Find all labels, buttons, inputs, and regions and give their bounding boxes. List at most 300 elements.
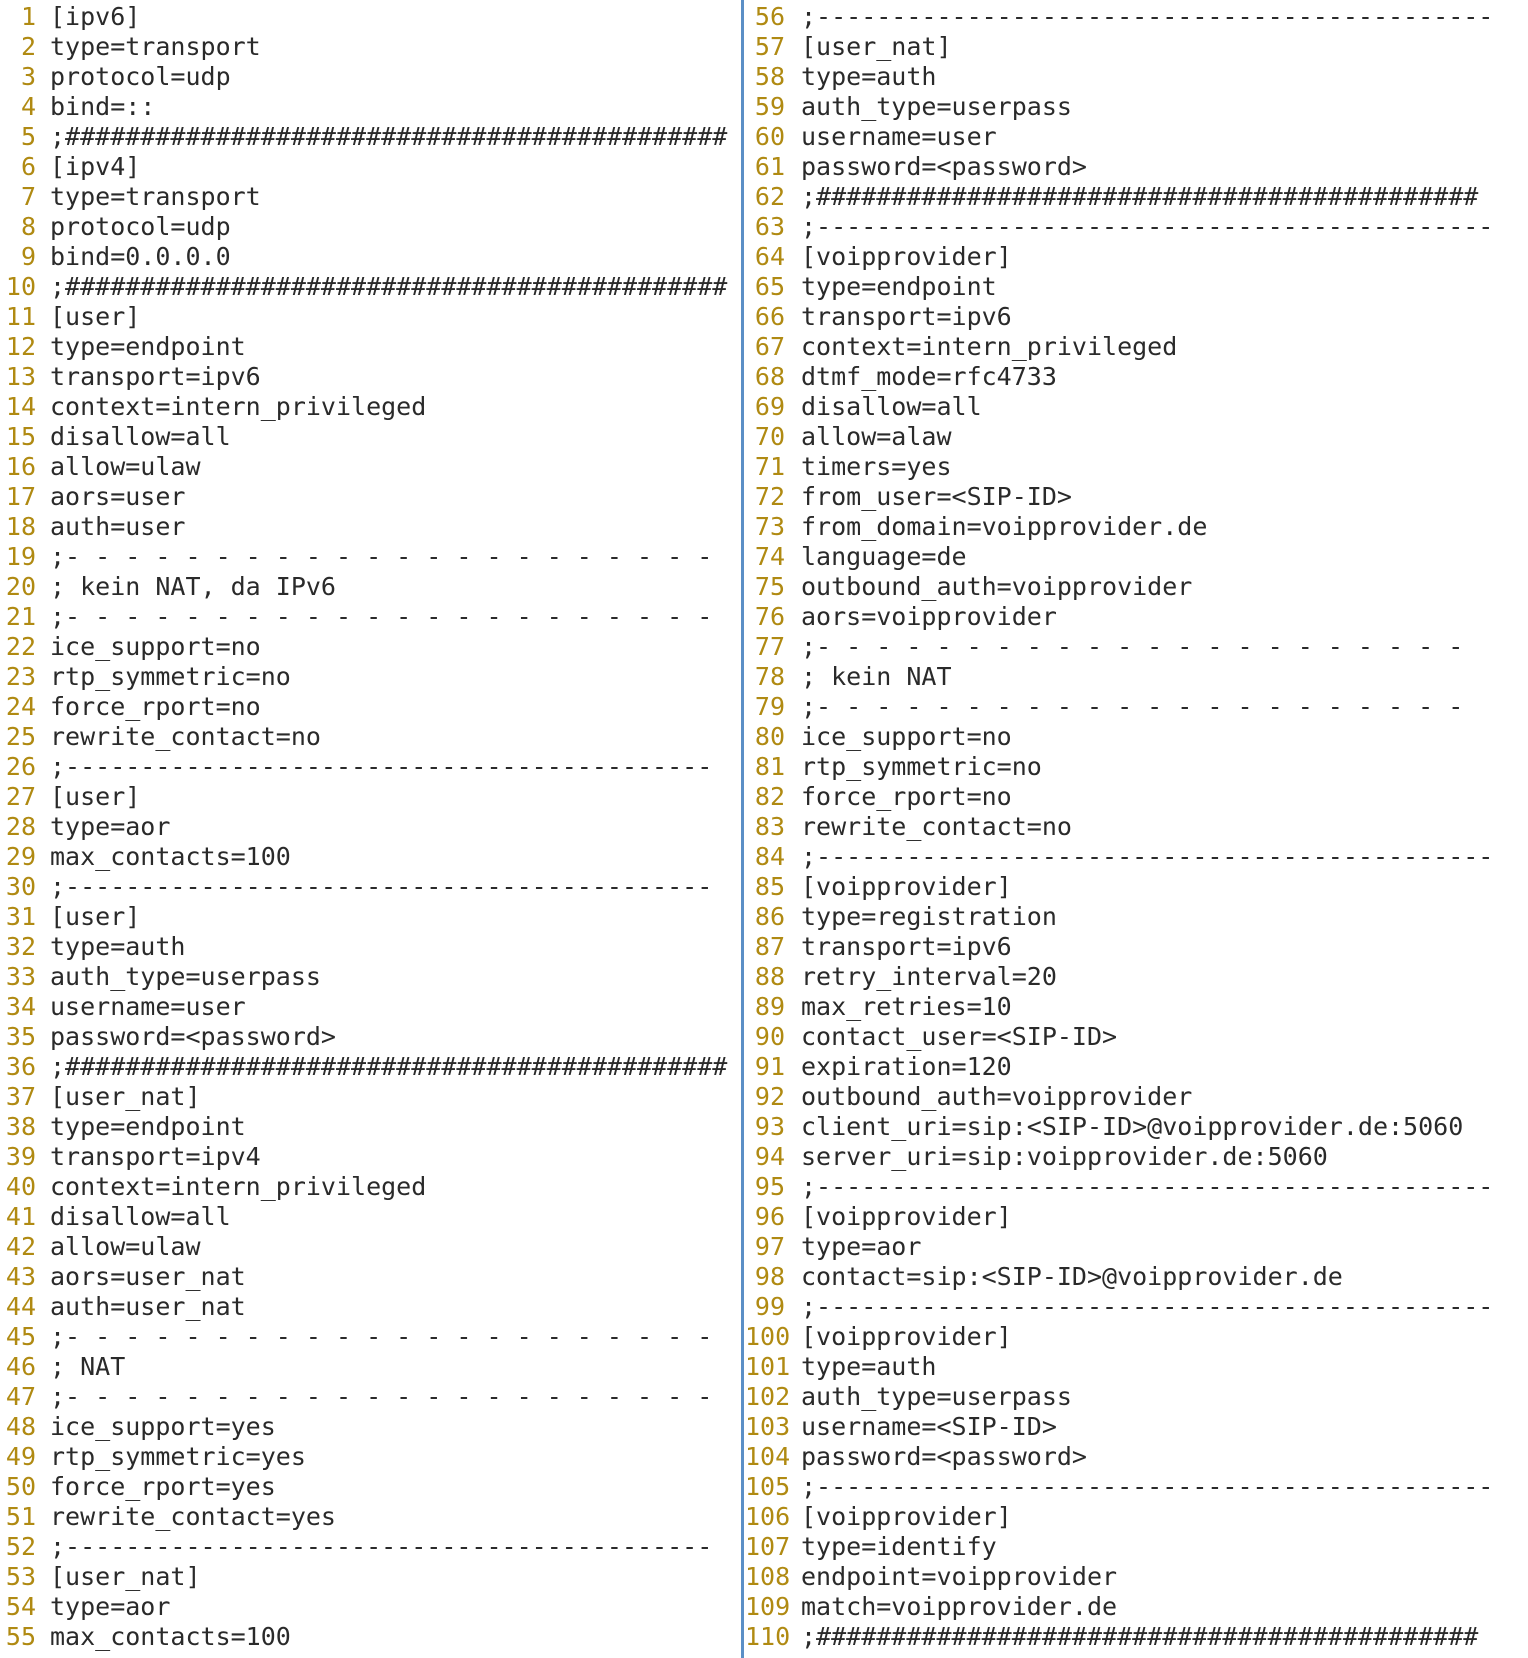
code-text[interactable]: max_retries=10 bbox=[801, 992, 1012, 1021]
line-number: 36 bbox=[5, 1052, 36, 1081]
code-line[interactable] bbox=[745, 1292, 1528, 1322]
code-text[interactable]: language=de bbox=[801, 542, 967, 571]
line-number: 67 bbox=[754, 332, 785, 361]
line-number: 8 bbox=[20, 212, 36, 241]
code-line[interactable] bbox=[0, 1412, 742, 1442]
code-text[interactable]: ; kein NAT, da IPv6 bbox=[50, 572, 336, 601]
code-text[interactable]: disallow=all bbox=[50, 422, 231, 451]
code-line[interactable] bbox=[0, 1502, 742, 1532]
code-text[interactable]: ;--------------------------------------------- bbox=[801, 842, 1494, 871]
line-number: 92 bbox=[754, 1082, 785, 1111]
code-line[interactable] bbox=[745, 542, 1528, 572]
code-line[interactable] bbox=[0, 902, 742, 932]
code-line[interactable] bbox=[0, 1052, 742, 1082]
code-text[interactable]: retry_interval=20 bbox=[801, 962, 1057, 991]
editor-pane-right[interactable] bbox=[745, 0, 1528, 1658]
code-text[interactable]: ;############################################ bbox=[50, 272, 728, 301]
line-number: 29 bbox=[5, 842, 36, 871]
code-line[interactable] bbox=[745, 1022, 1528, 1052]
code-text[interactable]: ;--------------------------------------------- bbox=[801, 1472, 1494, 1501]
code-text[interactable]: [ipv6] bbox=[50, 2, 141, 31]
code-text[interactable]: rewrite_contact=no bbox=[801, 812, 1072, 841]
line-number: 99 bbox=[754, 1292, 785, 1321]
code-line[interactable] bbox=[745, 872, 1528, 902]
code-text[interactable]: bind=:: bbox=[50, 92, 156, 121]
code-text[interactable]: outbound_auth=voipprovider bbox=[801, 572, 1193, 601]
code-line[interactable] bbox=[0, 1232, 742, 1262]
code-line[interactable] bbox=[745, 1352, 1528, 1382]
code-text[interactable]: max_contacts=100 bbox=[50, 1622, 291, 1651]
code-text[interactable]: [ipv4] bbox=[50, 152, 141, 181]
code-text[interactable]: type=auth bbox=[801, 62, 937, 91]
code-line[interactable] bbox=[0, 32, 742, 62]
line-number: 38 bbox=[5, 1112, 36, 1141]
code-line[interactable] bbox=[745, 92, 1528, 122]
line-number: 31 bbox=[5, 902, 36, 931]
line-number: 69 bbox=[754, 392, 785, 421]
line-number: 73 bbox=[754, 512, 785, 541]
line-number: 81 bbox=[754, 752, 785, 781]
line-number: 70 bbox=[754, 422, 785, 451]
code-text[interactable]: type=transport bbox=[50, 32, 261, 61]
code-text[interactable]: ;- - - - - - - - - - - - - - - - - - - - - - bbox=[801, 692, 1464, 721]
code-text[interactable]: password=<password> bbox=[50, 1022, 336, 1051]
line-number: 21 bbox=[5, 602, 36, 631]
line-number: 48 bbox=[5, 1412, 36, 1441]
code-text[interactable]: [voipprovider] bbox=[801, 872, 1012, 901]
code-text[interactable]: type=identify bbox=[801, 1532, 997, 1561]
code-line[interactable] bbox=[745, 272, 1528, 302]
code-line[interactable] bbox=[0, 332, 742, 362]
code-line[interactable] bbox=[745, 962, 1528, 992]
code-line[interactable] bbox=[745, 1052, 1528, 1082]
code-text[interactable]: protocol=udp bbox=[50, 212, 231, 241]
code-text[interactable]: server_uri=sip:voipprovider.de:5060 bbox=[801, 1142, 1328, 1171]
code-text[interactable]: ;- - - - - - - - - - - - - - - - - - - - - - bbox=[50, 1382, 713, 1411]
code-text[interactable]: type=aor bbox=[801, 1232, 922, 1261]
code-text[interactable]: ;- - - - - - - - - - - - - - - - - - - - - - bbox=[50, 602, 713, 631]
line-number: 82 bbox=[754, 782, 785, 811]
code-line[interactable] bbox=[745, 32, 1528, 62]
line-number: 23 bbox=[5, 662, 36, 691]
line-number: 34 bbox=[5, 992, 36, 1021]
code-text[interactable]: type=transport bbox=[50, 182, 261, 211]
code-line[interactable] bbox=[745, 932, 1528, 962]
code-text[interactable]: transport=ipv6 bbox=[801, 932, 1012, 961]
code-text[interactable]: rtp_symmetric=no bbox=[801, 752, 1042, 781]
line-number: 75 bbox=[754, 572, 785, 601]
code-text[interactable]: [user_nat] bbox=[801, 32, 952, 61]
code-text[interactable]: bind=0.0.0.0 bbox=[50, 242, 231, 271]
line-number: 14 bbox=[5, 392, 36, 421]
code-line[interactable] bbox=[745, 1112, 1528, 1142]
code-line[interactable] bbox=[745, 1442, 1528, 1472]
line-number: 60 bbox=[754, 122, 785, 151]
line-number: 109 bbox=[745, 1592, 791, 1621]
code-text[interactable]: password=<password> bbox=[801, 1442, 1087, 1471]
code-line[interactable] bbox=[745, 752, 1528, 782]
code-text[interactable]: contact_user=<SIP-ID> bbox=[801, 1022, 1118, 1051]
code-text[interactable]: ;############################################ bbox=[50, 122, 728, 151]
code-line[interactable] bbox=[745, 1232, 1528, 1262]
code-text[interactable]: expiration=120 bbox=[801, 1052, 1012, 1081]
code-line[interactable] bbox=[745, 632, 1528, 662]
code-line[interactable] bbox=[745, 212, 1528, 242]
code-line[interactable] bbox=[0, 782, 742, 812]
code-text[interactable]: type=auth bbox=[801, 1352, 937, 1381]
line-number: 103 bbox=[745, 1412, 791, 1441]
line-number: 74 bbox=[754, 542, 785, 571]
code-line[interactable] bbox=[0, 62, 742, 92]
code-line[interactable] bbox=[745, 1082, 1528, 1112]
code-line[interactable] bbox=[0, 182, 742, 212]
code-text[interactable]: ;############################################ bbox=[50, 1052, 728, 1081]
code-text[interactable]: [user] bbox=[50, 302, 141, 331]
line-number: 26 bbox=[5, 752, 36, 781]
line-number: 91 bbox=[754, 1052, 785, 1081]
code-text[interactable]: client_uri=sip:<SIP-ID>@voipprovider.de:5060 bbox=[801, 1112, 1464, 1141]
code-text[interactable]: aors=user bbox=[50, 482, 186, 511]
line-number: 102 bbox=[745, 1382, 791, 1411]
code-text[interactable]: [user] bbox=[50, 782, 141, 811]
code-line[interactable] bbox=[0, 1202, 742, 1232]
line-number: 9 bbox=[20, 242, 36, 271]
line-number: 17 bbox=[5, 482, 36, 511]
code-line[interactable] bbox=[745, 1502, 1528, 1532]
code-text[interactable]: ;--------------------------------------------- bbox=[801, 2, 1494, 31]
code-text[interactable]: from_user=<SIP-ID> bbox=[801, 482, 1072, 511]
code-line[interactable] bbox=[745, 992, 1528, 1022]
code-text[interactable]: auth_type=userpass bbox=[801, 92, 1072, 121]
line-number: 20 bbox=[5, 572, 36, 601]
code-line[interactable] bbox=[745, 662, 1528, 692]
code-line[interactable] bbox=[745, 452, 1528, 482]
editor-pane-left[interactable] bbox=[0, 0, 742, 1658]
code-text[interactable]: timers=yes bbox=[801, 452, 952, 481]
code-line[interactable] bbox=[745, 62, 1528, 92]
code-text[interactable]: ;- - - - - - - - - - - - - - - - - - - - - - bbox=[801, 632, 1464, 661]
code-line[interactable] bbox=[0, 482, 742, 512]
code-text[interactable]: type=endpoint bbox=[50, 1112, 246, 1141]
code-text[interactable]: auth=user bbox=[50, 512, 186, 541]
line-number: 89 bbox=[754, 992, 785, 1021]
code-line[interactable] bbox=[0, 1562, 742, 1592]
code-line[interactable] bbox=[745, 1622, 1528, 1652]
line-number: 106 bbox=[745, 1502, 791, 1531]
code-line[interactable] bbox=[0, 872, 742, 902]
code-line[interactable] bbox=[745, 1472, 1528, 1502]
code-line[interactable] bbox=[0, 1172, 742, 1202]
line-number: 87 bbox=[754, 932, 785, 961]
code-line[interactable] bbox=[0, 1382, 742, 1412]
code-line[interactable] bbox=[0, 122, 742, 152]
code-text[interactable]: transport=ipv4 bbox=[50, 1142, 261, 1171]
line-number: 19 bbox=[5, 542, 36, 571]
pane-divider[interactable] bbox=[741, 0, 744, 1658]
code-line[interactable] bbox=[0, 272, 742, 302]
code-line[interactable] bbox=[745, 1322, 1528, 1352]
code-line[interactable] bbox=[0, 1622, 742, 1652]
code-text[interactable]: ;------------------------------------------- bbox=[50, 752, 713, 781]
code-line[interactable] bbox=[745, 182, 1528, 212]
code-text[interactable]: auth=user_nat bbox=[50, 1292, 246, 1321]
line-number: 110 bbox=[745, 1622, 791, 1651]
line-number: 45 bbox=[5, 1322, 36, 1351]
code-line[interactable] bbox=[745, 722, 1528, 752]
code-line[interactable] bbox=[0, 1322, 742, 1352]
code-text[interactable]: context=intern_privileged bbox=[50, 392, 427, 421]
line-number: 104 bbox=[745, 1442, 791, 1471]
line-number: 63 bbox=[754, 212, 785, 241]
line-number: 35 bbox=[5, 1022, 36, 1051]
code-text[interactable]: ice_support=no bbox=[50, 632, 261, 661]
line-number: 32 bbox=[5, 932, 36, 961]
line-number: 37 bbox=[5, 1082, 36, 1111]
line-number: 33 bbox=[5, 962, 36, 991]
code-line[interactable] bbox=[745, 572, 1528, 602]
code-text[interactable]: allow=alaw bbox=[801, 422, 952, 451]
code-text[interactable]: force_rport=no bbox=[50, 692, 261, 721]
code-line[interactable] bbox=[745, 152, 1528, 182]
code-line[interactable] bbox=[0, 572, 742, 602]
code-text[interactable]: ; kein NAT bbox=[801, 662, 952, 691]
code-text[interactable]: auth_type=userpass bbox=[801, 1382, 1072, 1411]
line-number: 15 bbox=[5, 422, 36, 451]
code-line[interactable] bbox=[745, 332, 1528, 362]
code-line[interactable] bbox=[0, 1082, 742, 1112]
code-line[interactable] bbox=[745, 812, 1528, 842]
line-number: 41 bbox=[5, 1202, 36, 1231]
code-text[interactable]: ice_support=no bbox=[801, 722, 1012, 751]
line-number: 28 bbox=[5, 812, 36, 841]
code-text[interactable]: ;------------------------------------------- bbox=[50, 872, 713, 901]
line-number: 1 bbox=[20, 2, 36, 31]
code-line[interactable] bbox=[0, 2, 742, 32]
code-text[interactable]: type=aor bbox=[50, 1592, 171, 1621]
code-line[interactable] bbox=[0, 1262, 742, 1292]
line-number: 6 bbox=[20, 152, 36, 181]
code-text[interactable]: dtmf_mode=rfc4733 bbox=[801, 362, 1057, 391]
code-text[interactable]: ;############################################ bbox=[801, 182, 1479, 211]
code-line[interactable] bbox=[0, 1142, 742, 1172]
code-text[interactable]: endpoint=voipprovider bbox=[801, 1562, 1118, 1591]
code-line[interactable] bbox=[0, 692, 742, 722]
code-line[interactable] bbox=[0, 932, 742, 962]
line-number: 59 bbox=[754, 92, 785, 121]
code-line[interactable] bbox=[0, 1352, 742, 1382]
code-line[interactable] bbox=[0, 1022, 742, 1052]
line-number: 49 bbox=[5, 1442, 36, 1471]
code-line[interactable] bbox=[0, 1472, 742, 1502]
line-number: 42 bbox=[5, 1232, 36, 1261]
line-number: 66 bbox=[754, 302, 785, 331]
code-line[interactable] bbox=[0, 1112, 742, 1142]
code-text[interactable]: type=registration bbox=[801, 902, 1057, 931]
code-text[interactable]: transport=ipv6 bbox=[50, 362, 261, 391]
code-text[interactable]: outbound_auth=voipprovider bbox=[801, 1082, 1193, 1111]
line-number: 79 bbox=[754, 692, 785, 721]
code-text[interactable]: rewrite_contact=no bbox=[50, 722, 321, 751]
code-text[interactable]: [voipprovider] bbox=[801, 242, 1012, 271]
code-text[interactable]: [user] bbox=[50, 902, 141, 931]
line-number: 61 bbox=[754, 152, 785, 181]
code-text[interactable]: aors=voipprovider bbox=[801, 602, 1057, 631]
code-text[interactable]: ice_support=yes bbox=[50, 1412, 276, 1441]
code-text[interactable]: username=<SIP-ID> bbox=[801, 1412, 1057, 1441]
code-line[interactable] bbox=[0, 512, 742, 542]
line-number: 53 bbox=[5, 1562, 36, 1591]
line-number: 108 bbox=[745, 1562, 791, 1591]
code-text[interactable]: username=user bbox=[801, 122, 997, 151]
line-number: 3 bbox=[20, 62, 36, 91]
line-number: 7 bbox=[20, 182, 36, 211]
code-line[interactable] bbox=[745, 1592, 1528, 1622]
code-line[interactable] bbox=[0, 92, 742, 122]
code-line[interactable] bbox=[745, 1562, 1528, 1592]
line-number: 46 bbox=[5, 1352, 36, 1381]
code-line[interactable] bbox=[745, 2, 1528, 32]
line-number: 55 bbox=[5, 1622, 36, 1651]
code-text[interactable]: ;############################################ bbox=[801, 1622, 1479, 1651]
code-line[interactable] bbox=[0, 392, 742, 422]
code-line[interactable] bbox=[745, 902, 1528, 932]
line-number: 105 bbox=[745, 1472, 791, 1501]
code-text[interactable]: ;--------------------------------------------- bbox=[801, 1172, 1494, 1201]
code-text[interactable]: password=<password> bbox=[801, 152, 1087, 181]
code-line[interactable] bbox=[745, 1532, 1528, 1562]
code-text[interactable]: rtp_symmetric=yes bbox=[50, 1442, 306, 1471]
code-text[interactable]: allow=ulaw bbox=[50, 1232, 201, 1261]
code-line[interactable] bbox=[745, 1412, 1528, 1442]
code-text[interactable]: type=auth bbox=[50, 932, 186, 961]
code-line[interactable] bbox=[0, 812, 742, 842]
code-line[interactable] bbox=[745, 1172, 1528, 1202]
code-text[interactable]: ;--------------------------------------------- bbox=[801, 1292, 1494, 1321]
line-number: 39 bbox=[5, 1142, 36, 1171]
code-text[interactable]: auth_type=userpass bbox=[50, 962, 321, 991]
code-text[interactable]: type=aor bbox=[50, 812, 171, 841]
code-text[interactable]: max_contacts=100 bbox=[50, 842, 291, 871]
code-text[interactable]: [user_nat] bbox=[50, 1082, 201, 1111]
code-text[interactable]: contact=sip:<SIP-ID>@voipprovider.de bbox=[801, 1262, 1343, 1291]
line-number: 84 bbox=[754, 842, 785, 871]
code-text[interactable]: force_rport=yes bbox=[50, 1472, 276, 1501]
code-text[interactable]: aors=user_nat bbox=[50, 1262, 246, 1291]
code-text[interactable]: [user_nat] bbox=[50, 1562, 201, 1591]
code-line[interactable] bbox=[0, 662, 742, 692]
code-line[interactable] bbox=[0, 1292, 742, 1322]
code-line[interactable] bbox=[0, 302, 742, 332]
code-line[interactable] bbox=[0, 362, 742, 392]
code-text[interactable]: [voipprovider] bbox=[801, 1202, 1012, 1231]
code-text[interactable]: context=intern_privileged bbox=[50, 1172, 427, 1201]
code-text[interactable]: disallow=all bbox=[801, 392, 982, 421]
code-text[interactable]: force_rport=no bbox=[801, 782, 1012, 811]
code-line[interactable] bbox=[0, 212, 742, 242]
code-text[interactable]: ; NAT bbox=[50, 1352, 126, 1381]
code-line[interactable] bbox=[0, 602, 742, 632]
code-text[interactable]: context=intern_privileged bbox=[801, 332, 1178, 361]
code-line[interactable] bbox=[745, 512, 1528, 542]
line-number: 101 bbox=[745, 1352, 791, 1381]
line-number: 58 bbox=[754, 62, 785, 91]
code-line[interactable] bbox=[745, 392, 1528, 422]
line-number: 93 bbox=[754, 1112, 785, 1141]
code-line[interactable] bbox=[745, 242, 1528, 272]
code-text[interactable]: allow=ulaw bbox=[50, 452, 201, 481]
line-number: 56 bbox=[754, 2, 785, 31]
code-line[interactable] bbox=[745, 1262, 1528, 1292]
code-text[interactable]: disallow=all bbox=[50, 1202, 231, 1231]
code-line[interactable] bbox=[745, 122, 1528, 152]
code-line[interactable] bbox=[0, 422, 742, 452]
line-number: 54 bbox=[5, 1592, 36, 1621]
code-text[interactable]: [voipprovider] bbox=[801, 1502, 1012, 1531]
code-text[interactable]: ;- - - - - - - - - - - - - - - - - - - - - - bbox=[50, 542, 713, 571]
code-line[interactable] bbox=[745, 1382, 1528, 1412]
line-number: 80 bbox=[754, 722, 785, 751]
code-line[interactable] bbox=[0, 962, 742, 992]
code-line[interactable] bbox=[745, 422, 1528, 452]
code-line[interactable] bbox=[745, 782, 1528, 812]
code-text[interactable]: type=endpoint bbox=[801, 272, 997, 301]
code-line[interactable] bbox=[0, 722, 742, 752]
code-line[interactable] bbox=[0, 242, 742, 272]
line-number: 85 bbox=[754, 872, 785, 901]
code-line[interactable] bbox=[745, 482, 1528, 512]
line-number: 47 bbox=[5, 1382, 36, 1411]
line-number: 64 bbox=[754, 242, 785, 271]
line-number: 100 bbox=[745, 1322, 791, 1351]
code-text[interactable]: rewrite_contact=yes bbox=[50, 1502, 336, 1531]
code-line[interactable] bbox=[745, 1202, 1528, 1232]
code-line[interactable] bbox=[745, 692, 1528, 722]
line-number: 95 bbox=[754, 1172, 785, 1201]
code-text[interactable]: protocol=udp bbox=[50, 62, 231, 91]
code-line[interactable] bbox=[0, 632, 742, 662]
line-number: 62 bbox=[754, 182, 785, 211]
code-text[interactable]: type=endpoint bbox=[50, 332, 246, 361]
code-line[interactable] bbox=[0, 752, 742, 782]
code-text[interactable]: match=voipprovider.de bbox=[801, 1592, 1118, 1621]
code-line[interactable] bbox=[745, 302, 1528, 332]
code-line[interactable] bbox=[0, 992, 742, 1022]
code-line[interactable] bbox=[0, 1532, 742, 1562]
code-text[interactable]: ;--------------------------------------------- bbox=[801, 212, 1494, 241]
code-line[interactable] bbox=[0, 452, 742, 482]
code-text[interactable]: transport=ipv6 bbox=[801, 302, 1012, 331]
code-line[interactable] bbox=[0, 842, 742, 872]
line-number: 25 bbox=[5, 722, 36, 751]
code-text[interactable]: username=user bbox=[50, 992, 246, 1021]
code-text[interactable]: [voipprovider] bbox=[801, 1322, 1012, 1351]
code-line[interactable] bbox=[0, 542, 742, 572]
code-line[interactable] bbox=[745, 362, 1528, 392]
code-text[interactable]: ;------------------------------------------- bbox=[50, 1532, 713, 1561]
line-number: 76 bbox=[754, 602, 785, 631]
code-line[interactable] bbox=[745, 602, 1528, 632]
code-line[interactable] bbox=[0, 1442, 742, 1472]
code-line[interactable] bbox=[745, 842, 1528, 872]
code-line[interactable] bbox=[0, 152, 742, 182]
code-text[interactable]: from_domain=voipprovider.de bbox=[801, 512, 1208, 541]
code-text[interactable]: rtp_symmetric=no bbox=[50, 662, 291, 691]
code-line[interactable] bbox=[745, 1142, 1528, 1172]
line-number: 12 bbox=[5, 332, 36, 361]
code-text[interactable]: ;- - - - - - - - - - - - - - - - - - - - - - bbox=[50, 1322, 713, 1351]
code-line[interactable] bbox=[0, 1592, 742, 1622]
line-number: 22 bbox=[5, 632, 36, 661]
